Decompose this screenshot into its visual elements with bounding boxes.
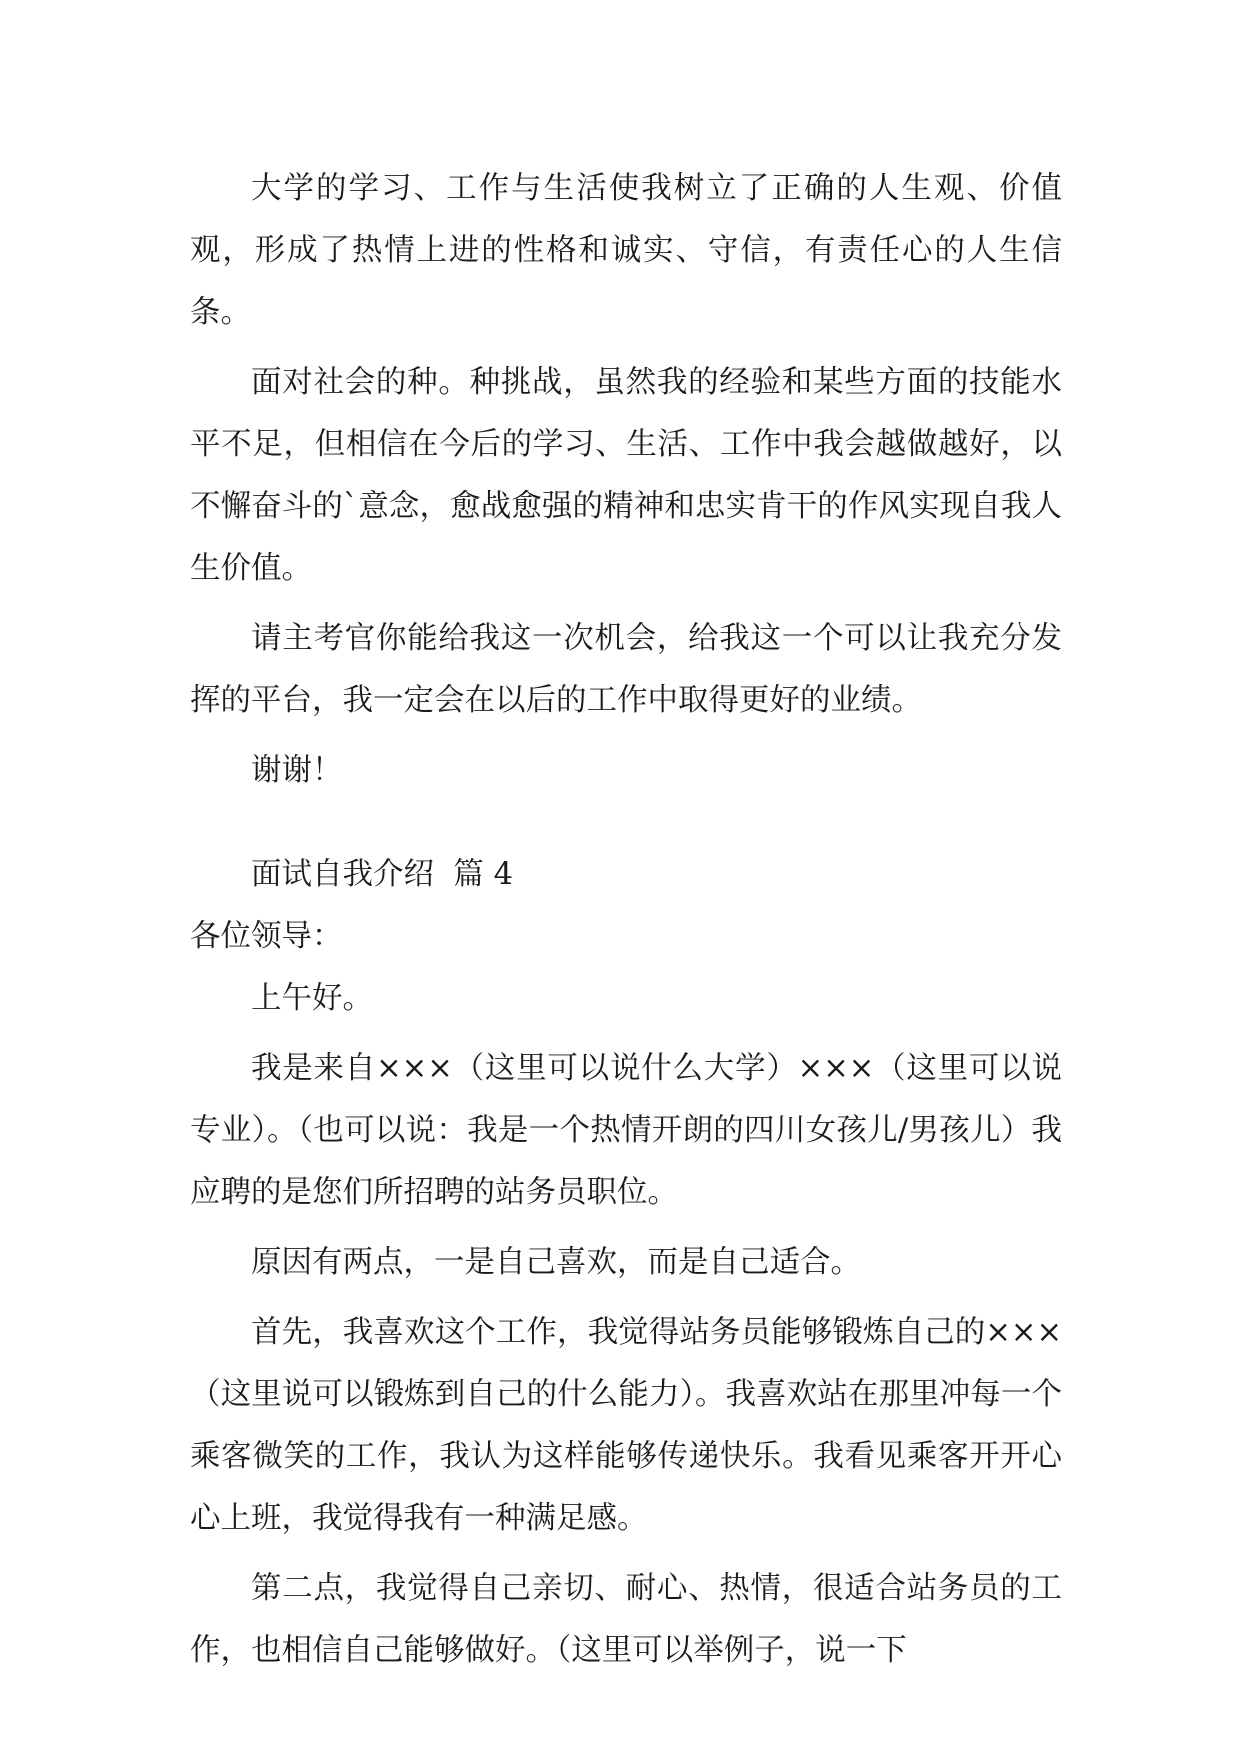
paragraph-request: 请主考官你能给我这一次机会，给我这一个可以让我充分发挥的平台，我一定会在以后的工作中取得更好的业绩。 xyxy=(190,621,1062,718)
paragraph-first-reason: 首先，我喜欢这个工作，我觉得站务员能够锻炼自己的×××（这里说可以锻炼到自己的什么能力）。我喜欢站在那里冲每一个乘客微笑的工作，我认为这样能够传递快乐。我看见乘客开开心心上班，我觉得我有一种满足感。 xyxy=(190,1315,1062,1536)
paragraph-second-reason: 第二点，我觉得自己亲切、耐心、热情，很适合站务员的工作，也相信自己能够做好。（这里可以举例子，说一下 xyxy=(190,1571,1062,1668)
section-heading: 面试自我介绍 篇 4 xyxy=(251,857,513,892)
paragraph-reasons: 原因有两点，一是自己喜欢，而是自己适合。 xyxy=(251,1245,861,1280)
document-body xyxy=(190,158,1062,1682)
paragraph-introduction: 我是来自×××（这里可以说什么大学）×××（这里可以说专业）。（也可以说：我是一个热情开朗的四川女孩儿/男孩儿）我应聘的是您们所招聘的站务员职位。 xyxy=(190,1051,1062,1210)
paragraph-worldview: 大学的学习、工作与生活使我树立了正确的人生观、价值观，形成了热情上进的性格和诚实、守信，有责任心的人生信条。 xyxy=(190,171,1062,330)
salutation: 各位领导： xyxy=(190,919,343,954)
paragraph-thanks: 谢谢！ xyxy=(251,753,343,788)
paragraph-challenges: 面对社会的种。种挑战，虽然我的经验和某些方面的技能水平不足，但相信在今后的学习、生活、工作中我会越做越好，以不懈奋斗的`意念，愈战愈强的精神和忠实肯干的作风实现自我人生价值。 xyxy=(190,365,1062,586)
paragraph-greeting: 上午好。 xyxy=(251,981,373,1016)
